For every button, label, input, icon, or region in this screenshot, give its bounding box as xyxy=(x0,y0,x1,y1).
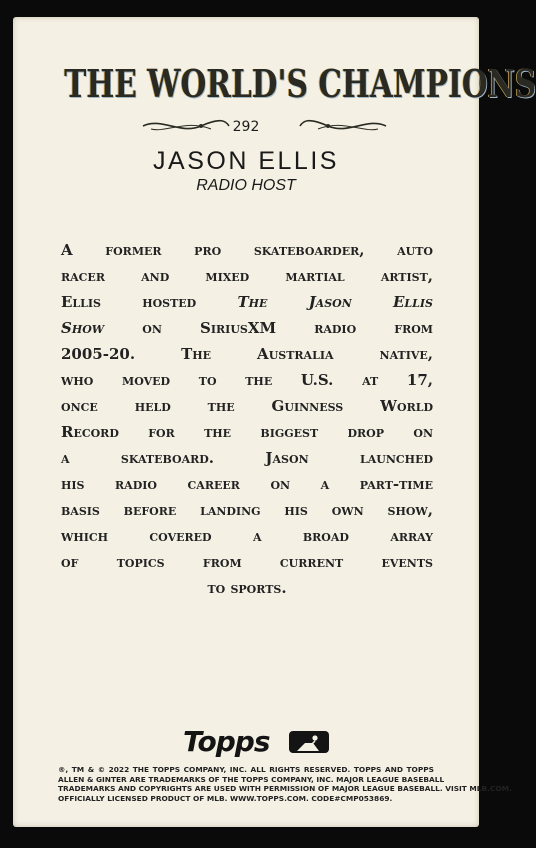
bio-line: Record for the biggest drop on xyxy=(61,423,433,441)
bio-line: his radio career on a part-time xyxy=(61,475,433,493)
bio-line: which covered a broad array xyxy=(61,527,433,545)
bio-line: racer and mixed martial artist, xyxy=(61,267,433,285)
show-title: The Jason Ellis xyxy=(237,293,433,311)
right-flourish-icon xyxy=(298,115,388,137)
legal-line: ALLEN & GINTER ARE TRADEMARKS OF THE TOPPS COMPANY, INC. MAJOR LEAGUE BASEBALL xyxy=(58,774,445,784)
trading-card-back xyxy=(13,17,536,827)
bio-text: on SiriusXM radio from xyxy=(104,319,433,337)
topps-logo-icon: Topps xyxy=(183,725,270,758)
legal-line: OFFICIALLY LICENSED PRODUCT OF MLB. WWW.TOPPS.COM. CODE#CMP053869. xyxy=(58,793,393,803)
player-name: JASON ELLIS xyxy=(153,147,339,175)
bio-line: of topics from current events xyxy=(61,553,433,571)
bio-line: who moved to the U.S. at 17, xyxy=(61,371,433,389)
bio-line xyxy=(61,289,433,315)
card-number: 292 xyxy=(232,119,260,135)
legal-text xyxy=(58,765,512,803)
legal-line: ®, TM & © 2022 THE TOPPS COMPANY, INC. ALL RIGHTS RESERVED. TOPPS AND TOPPS xyxy=(58,765,434,774)
player-position: RADIO HOST xyxy=(196,177,296,194)
bio-line: A former pro skateboarder, auto xyxy=(61,241,433,259)
bio-line xyxy=(61,315,433,341)
series-title: THE WORLD'S CHAMPIONS xyxy=(64,61,536,106)
bio-line: 2005-20. The Australia native, xyxy=(61,345,433,363)
bio-line: a skateboard. Jason launched xyxy=(61,449,433,467)
legal-line: TRADEMARKS AND COPYRIGHTS ARE USED WITH PERMISSION OF MAJOR LEAGUE BASEBALL. VISIT MLB.COM. xyxy=(58,784,512,793)
bio-line: to sports. xyxy=(207,579,287,597)
bio-text: Ellis hosted xyxy=(61,293,238,311)
bio-line: basis before landing his own show, xyxy=(61,501,433,519)
mlb-logo-icon xyxy=(289,731,329,753)
show-title: Show xyxy=(61,319,105,337)
biography xyxy=(61,237,433,601)
bio-line: once held the Guinness World xyxy=(61,397,433,415)
logo-row xyxy=(13,725,479,761)
